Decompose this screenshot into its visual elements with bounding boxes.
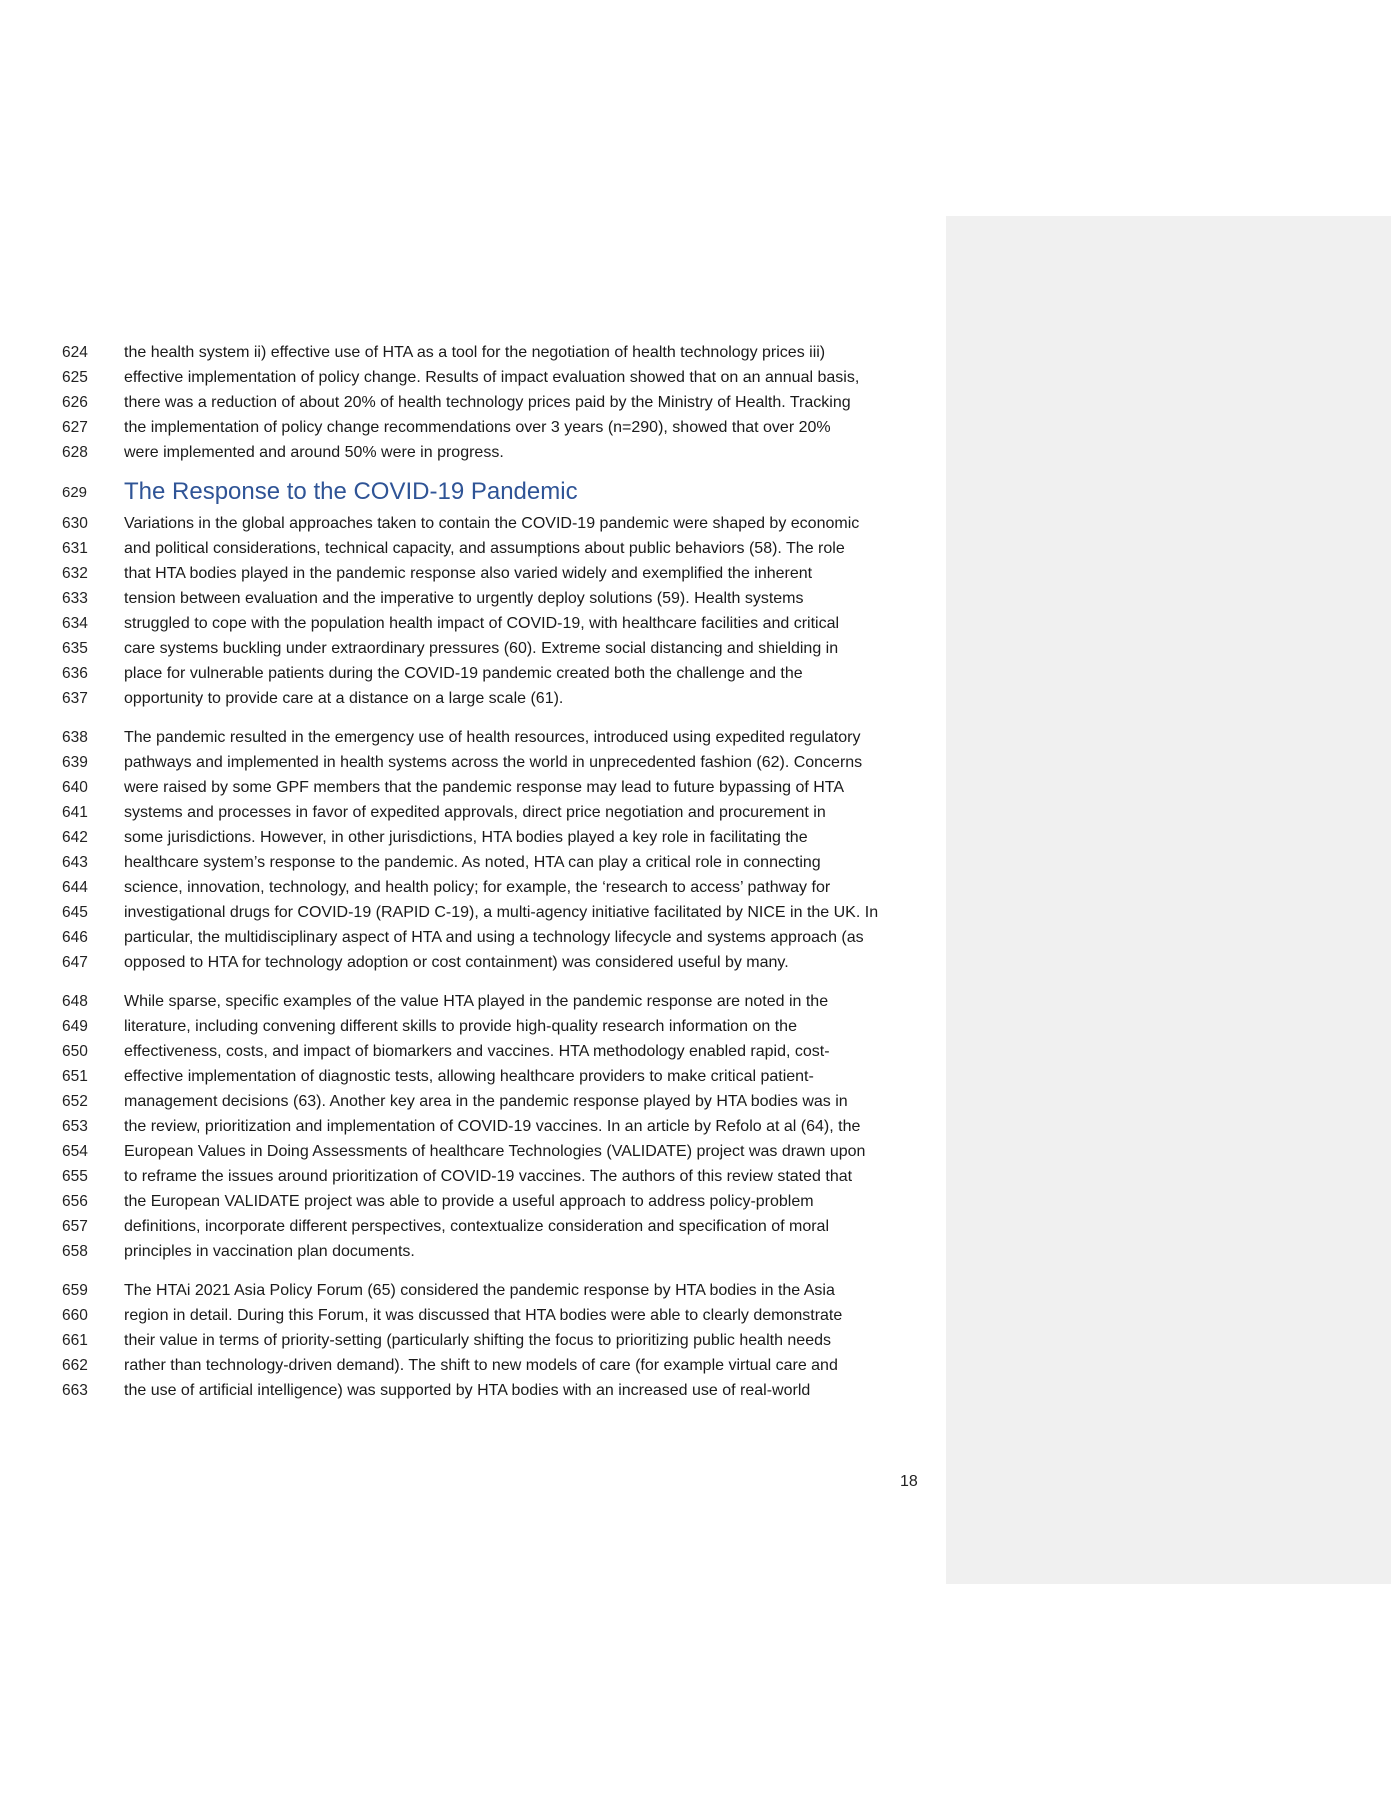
line-text: their value in terms of priority-setting (particularly shifting the focus to prioritizing public health needs [124, 1332, 831, 1349]
line-text: were implemented and around 50% were in progress. [124, 444, 504, 461]
text-line [0, 661, 946, 686]
line-text: the implementation of policy change recommendations over 3 years (n=290), showed that over 20% [124, 419, 831, 436]
text-line [0, 1064, 946, 1089]
paragraph [0, 725, 946, 975]
line-number: 626 [62, 394, 88, 411]
paragraph [0, 989, 946, 1264]
line-number: 636 [62, 665, 88, 682]
line-number: 650 [62, 1043, 88, 1060]
text-line [0, 1039, 946, 1064]
line-number: 641 [62, 804, 88, 821]
text-line [0, 686, 946, 711]
text-line [0, 950, 946, 975]
text-line [0, 340, 946, 365]
line-number: 627 [62, 419, 88, 436]
line-number: 647 [62, 954, 88, 971]
line-text: opportunity to provide care at a distance on a large scale (61). [124, 690, 564, 707]
text-line [0, 1189, 946, 1214]
line-text: principles in vaccination plan documents. [124, 1243, 415, 1260]
line-text: the health system ii) effective use of HTA as a tool for the negotiation of health technology prices iii) [124, 344, 826, 361]
comment-pane [946, 216, 1391, 1584]
text-line [0, 800, 946, 825]
line-number: 658 [62, 1243, 88, 1260]
line-text: pathways and implemented in health systems across the world in unprecedented fashion (62). Concerns [124, 754, 863, 771]
line-text: place for vulnerable patients during the COVID-19 pandemic created both the challenge and the [124, 665, 803, 682]
line-text: that HTA bodies played in the pandemic response also varied widely and exemplified the inherent [124, 565, 813, 582]
line-text: opposed to HTA for technology adoption or cost containment) was considered useful by many. [124, 954, 789, 971]
text-line [0, 1378, 946, 1403]
line-text: and political considerations, technical capacity, and assumptions about public behaviors (58). The role [124, 540, 845, 557]
text-line [0, 1278, 946, 1303]
line-text: definitions, incorporate different perspectives, contextualize consideration and specification of moral [124, 1218, 829, 1235]
text-line [0, 1239, 946, 1264]
line-number: 631 [62, 540, 88, 557]
line-number: 624 [62, 344, 88, 361]
text-line [0, 850, 946, 875]
paragraph [0, 340, 946, 465]
text-line [0, 875, 946, 900]
text-line [0, 415, 946, 440]
line-text: The HTAi 2021 Asia Policy Forum (65) considered the pandemic response by HTA bodies in the Asia [124, 1282, 835, 1299]
line-text: effective implementation of diagnostic tests, allowing healthcare providers to make critical patient- [124, 1068, 814, 1085]
text-line [0, 440, 946, 465]
line-text: region in detail. During this Forum, it was discussed that HTA bodies were able to clearly demonstrate [124, 1307, 843, 1324]
line-number: 659 [62, 1282, 88, 1299]
line-number: 637 [62, 690, 88, 707]
text-line [0, 1164, 946, 1189]
line-text: Variations in the global approaches taken to contain the COVID-19 pandemic were shaped by economic [124, 515, 860, 532]
line-number: 628 [62, 444, 88, 461]
line-number: 639 [62, 754, 88, 771]
line-number: 648 [62, 993, 88, 1010]
line-number: 655 [62, 1168, 88, 1185]
line-number: 660 [62, 1307, 88, 1324]
text-line [0, 750, 946, 775]
line-text: to reframe the issues around prioritization of COVID-19 vaccines. The authors of this review stated that [124, 1168, 853, 1185]
line-text: The pandemic resulted in the emergency use of health resources, introduced using expedited regulatory [124, 729, 861, 746]
line-text: science, innovation, technology, and health policy; for example, the ‘research to access’ pathway for [124, 879, 831, 896]
line-number: 642 [62, 829, 88, 846]
text-line [0, 1114, 946, 1139]
line-number: 638 [62, 729, 88, 746]
text-line [0, 900, 946, 925]
text-line [0, 989, 946, 1014]
line-number: 651 [62, 1068, 88, 1085]
line-number: 629 [62, 484, 88, 501]
line-number: 663 [62, 1382, 88, 1399]
line-text: some jurisdictions. However, in other jurisdictions, HTA bodies played a key role in facilitating the [124, 829, 808, 846]
text-line [0, 725, 946, 750]
line-text: investigational drugs for COVID-19 (RAPID C-19), a multi-agency initiative facilitated by NICE in the UK. In [124, 904, 879, 921]
paragraph [0, 511, 946, 711]
section-heading [0, 475, 946, 509]
line-number: 653 [62, 1118, 88, 1135]
line-number: 632 [62, 565, 88, 582]
text-line [0, 586, 946, 611]
line-text: struggled to cope with the population health impact of COVID-19, with healthcare facilities and critical [124, 615, 840, 632]
text-line [0, 1014, 946, 1039]
section-body [0, 511, 946, 1403]
line-text: management decisions (63). Another key area in the pandemic response played by HTA bodies was in [124, 1093, 848, 1110]
line-number: 662 [62, 1357, 88, 1374]
text-line [0, 925, 946, 950]
line-number: 644 [62, 879, 88, 896]
line-text: were raised by some GPF members that the pandemic response may lead to future bypassing of HTA [124, 779, 845, 796]
line-text: care systems buckling under extraordinary pressures (60). Extreme social distancing and shielding in [124, 640, 839, 657]
line-number: 643 [62, 854, 88, 871]
line-number: 633 [62, 590, 88, 607]
line-number: 645 [62, 904, 88, 921]
text-line [0, 1328, 946, 1353]
line-text: particular, the multidisciplinary aspect of HTA and using a technology lifecycle and systems approach (as [124, 929, 864, 946]
heading-text: The Response to the COVID-19 Pandemic [124, 478, 578, 505]
line-text: the use of artificial intelligence) was supported by HTA bodies with an increased use of real-world [124, 1382, 811, 1399]
line-text: the review, prioritization and implementation of COVID-19 vaccines. In an article by Refolo at al (64), the [124, 1118, 861, 1135]
text-line [0, 365, 946, 390]
text-line [0, 825, 946, 850]
text-line [0, 1214, 946, 1239]
line-number: 640 [62, 779, 88, 796]
page-number: 18 [900, 1473, 918, 1490]
document-body [0, 340, 946, 1403]
line-text: European Values in Doing Assessments of healthcare Technologies (VALIDATE) project was drawn upon [124, 1143, 866, 1160]
line-text: effective implementation of policy change. Results of impact evaluation showed that on an annual basis, [124, 369, 860, 386]
text-line [0, 611, 946, 636]
line-text: healthcare system’s response to the pandemic. As noted, HTA can play a critical role in connecting [124, 854, 821, 871]
text-line [0, 536, 946, 561]
line-text: literature, including convening different skills to provide high-quality research information on the [124, 1018, 797, 1035]
line-number: 657 [62, 1218, 88, 1235]
line-number: 634 [62, 615, 88, 632]
line-text: rather than technology-driven demand). The shift to new models of care (for example virtual care and [124, 1357, 838, 1374]
text-line [0, 1353, 946, 1378]
text-line [0, 390, 946, 415]
line-number: 649 [62, 1018, 88, 1035]
line-number: 652 [62, 1093, 88, 1110]
text-line [0, 775, 946, 800]
text-line [0, 1089, 946, 1114]
line-number: 630 [62, 515, 88, 532]
line-text: there was a reduction of about 20% of health technology prices paid by the Ministry of Health. Tracking [124, 394, 851, 411]
line-number: 625 [62, 369, 88, 386]
text-line [0, 1303, 946, 1328]
line-number: 635 [62, 640, 88, 657]
text-line [0, 636, 946, 661]
line-number: 654 [62, 1143, 88, 1160]
line-number: 656 [62, 1193, 88, 1210]
text-line [0, 511, 946, 536]
line-text: systems and processes in favor of expedited approvals, direct price negotiation and procurement in [124, 804, 826, 821]
line-text: While sparse, specific examples of the value HTA played in the pandemic response are noted in the [124, 993, 829, 1010]
line-text: tension between evaluation and the imperative to urgently deploy solutions (59). Health systems [124, 590, 804, 607]
line-text: effectiveness, costs, and impact of biomarkers and vaccines. HTA methodology enabled rapid, cost- [124, 1043, 830, 1060]
intro-paragraph [0, 340, 946, 465]
line-number: 646 [62, 929, 88, 946]
line-number: 661 [62, 1332, 88, 1349]
line-text: the European VALIDATE project was able to provide a useful approach to address policy-problem [124, 1193, 814, 1210]
text-line [0, 1139, 946, 1164]
paragraph [0, 1278, 946, 1403]
text-line [0, 561, 946, 586]
